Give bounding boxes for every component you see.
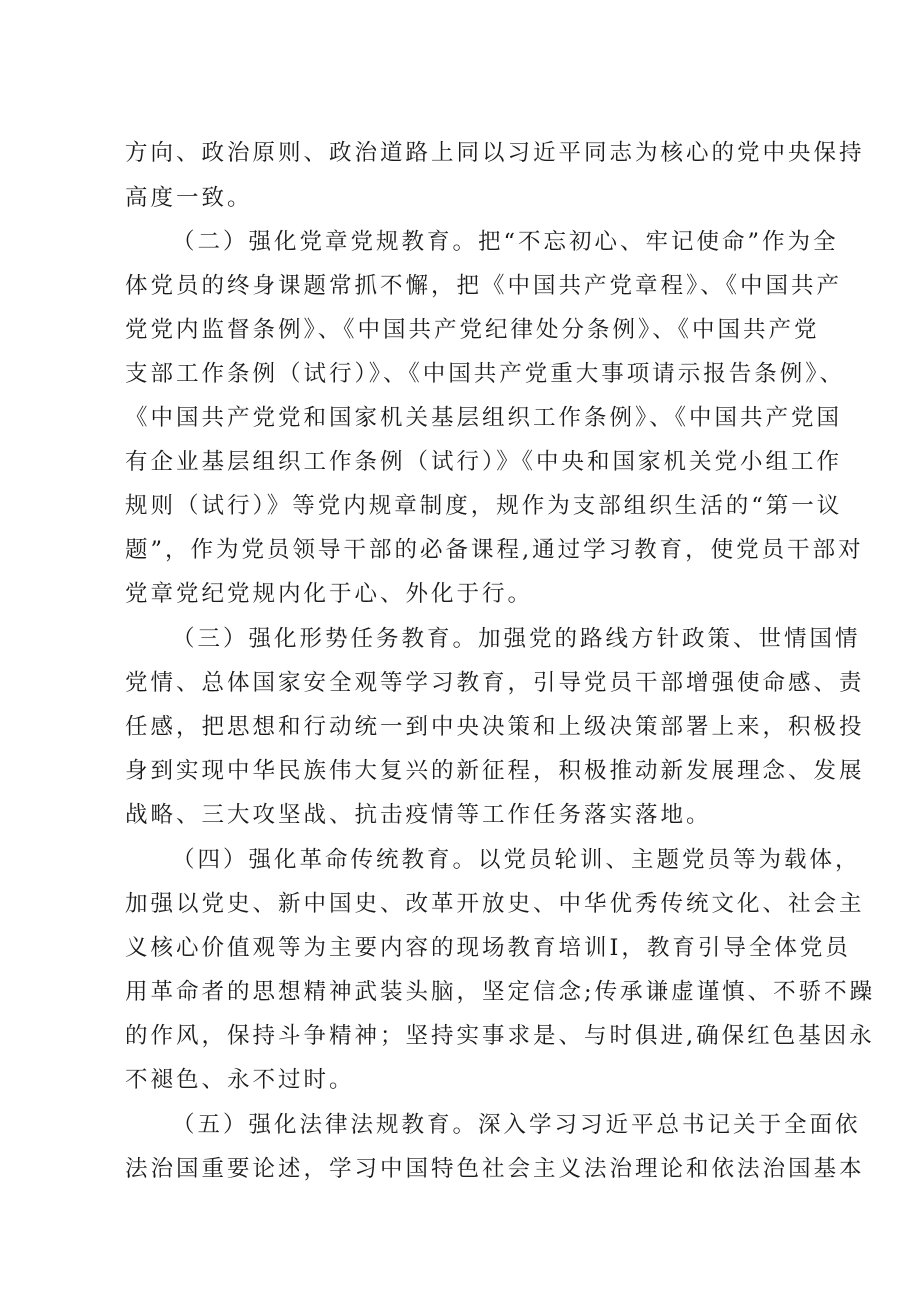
text-line: 高度一致。 [125,185,253,211]
text-line: 支部工作条例（试行）》、《中国共产党重大事项请示报告条例》、 [125,361,846,387]
paragraph-heading-2: （二）强化党章党规教育。把“不忘初心、牢记使命”作为全 [172,229,839,255]
text-line: 有企业基层组织工作条例（试行）》《中央和国家机关党小组工作 [125,449,843,475]
text-line: 用革命者的思想精神武装头脑，坚定信念;传承谦虚谨慎、不骄不躁 [125,979,876,1005]
text-line: 规则（试行）》等党内规章制度，规作为支部组织生活的“第一议 [125,493,843,519]
text-line: 法治国重要论述，学习中国特色社会主义法治理论和依法治国基本 [125,1156,865,1182]
paragraph-heading-4: （四）强化革命传统教育。以党员轮训、主题党员等为载体， [172,847,861,873]
text-line: 党党内监督条例》、《中国共产党纪律处分条例》、《中国共产党 [125,317,820,343]
text-line: 党章党纪党规内化于心、外化于行。 [125,581,534,607]
text-line: 的作风，保持斗争精神；坚持实事求是、与时俱进,确保红色基因永 [125,1023,875,1049]
text-line: 义核心价值观等为主要内容的现场教育培训I，教育引导全体党员 [125,935,851,961]
text-line: 任感，把思想和行动统一到中央决策和上级决策部署上来，积极投 [125,714,865,740]
paragraph-heading-3: （三）强化形势任务教育。加强党的路线方针政策、世情国情 [172,626,861,652]
text-line: 党情、总体国家安全观等学习教育，引导党员干部增强使命感、责 [125,670,865,696]
text-line: 体党员的终身课题常抓不懈，把《中国共产党章程》、《中国共产 [125,273,843,299]
text-line: 题”，作为党员领导干部的必备课程,通过学习教育，使党员干部对 [125,537,864,563]
text-line: 身到实现中华民族伟大复兴的新征程，积极推动新发展理念、发展 [125,758,865,784]
text-line: 《中国共产党党和国家机关基层组织工作条例》、《中国共产党国 [125,405,843,431]
text-line: 方向、政治原则、政治道路上同以习近平同志为核心的党中央保持 [125,140,865,166]
text-line: 不褪色、永不过时。 [125,1067,355,1093]
paragraph-heading-5: （五）强化法律法规教育。深入学习习近平总书记关于全面依 [172,1112,861,1138]
text-line: 战略、三大攻坚战、抗击疫情等工作任务落实落地。 [125,802,712,828]
text-line: 加强以党史、新中国史、改革开放史、中华优秀传统文化、社会主 [125,891,865,917]
